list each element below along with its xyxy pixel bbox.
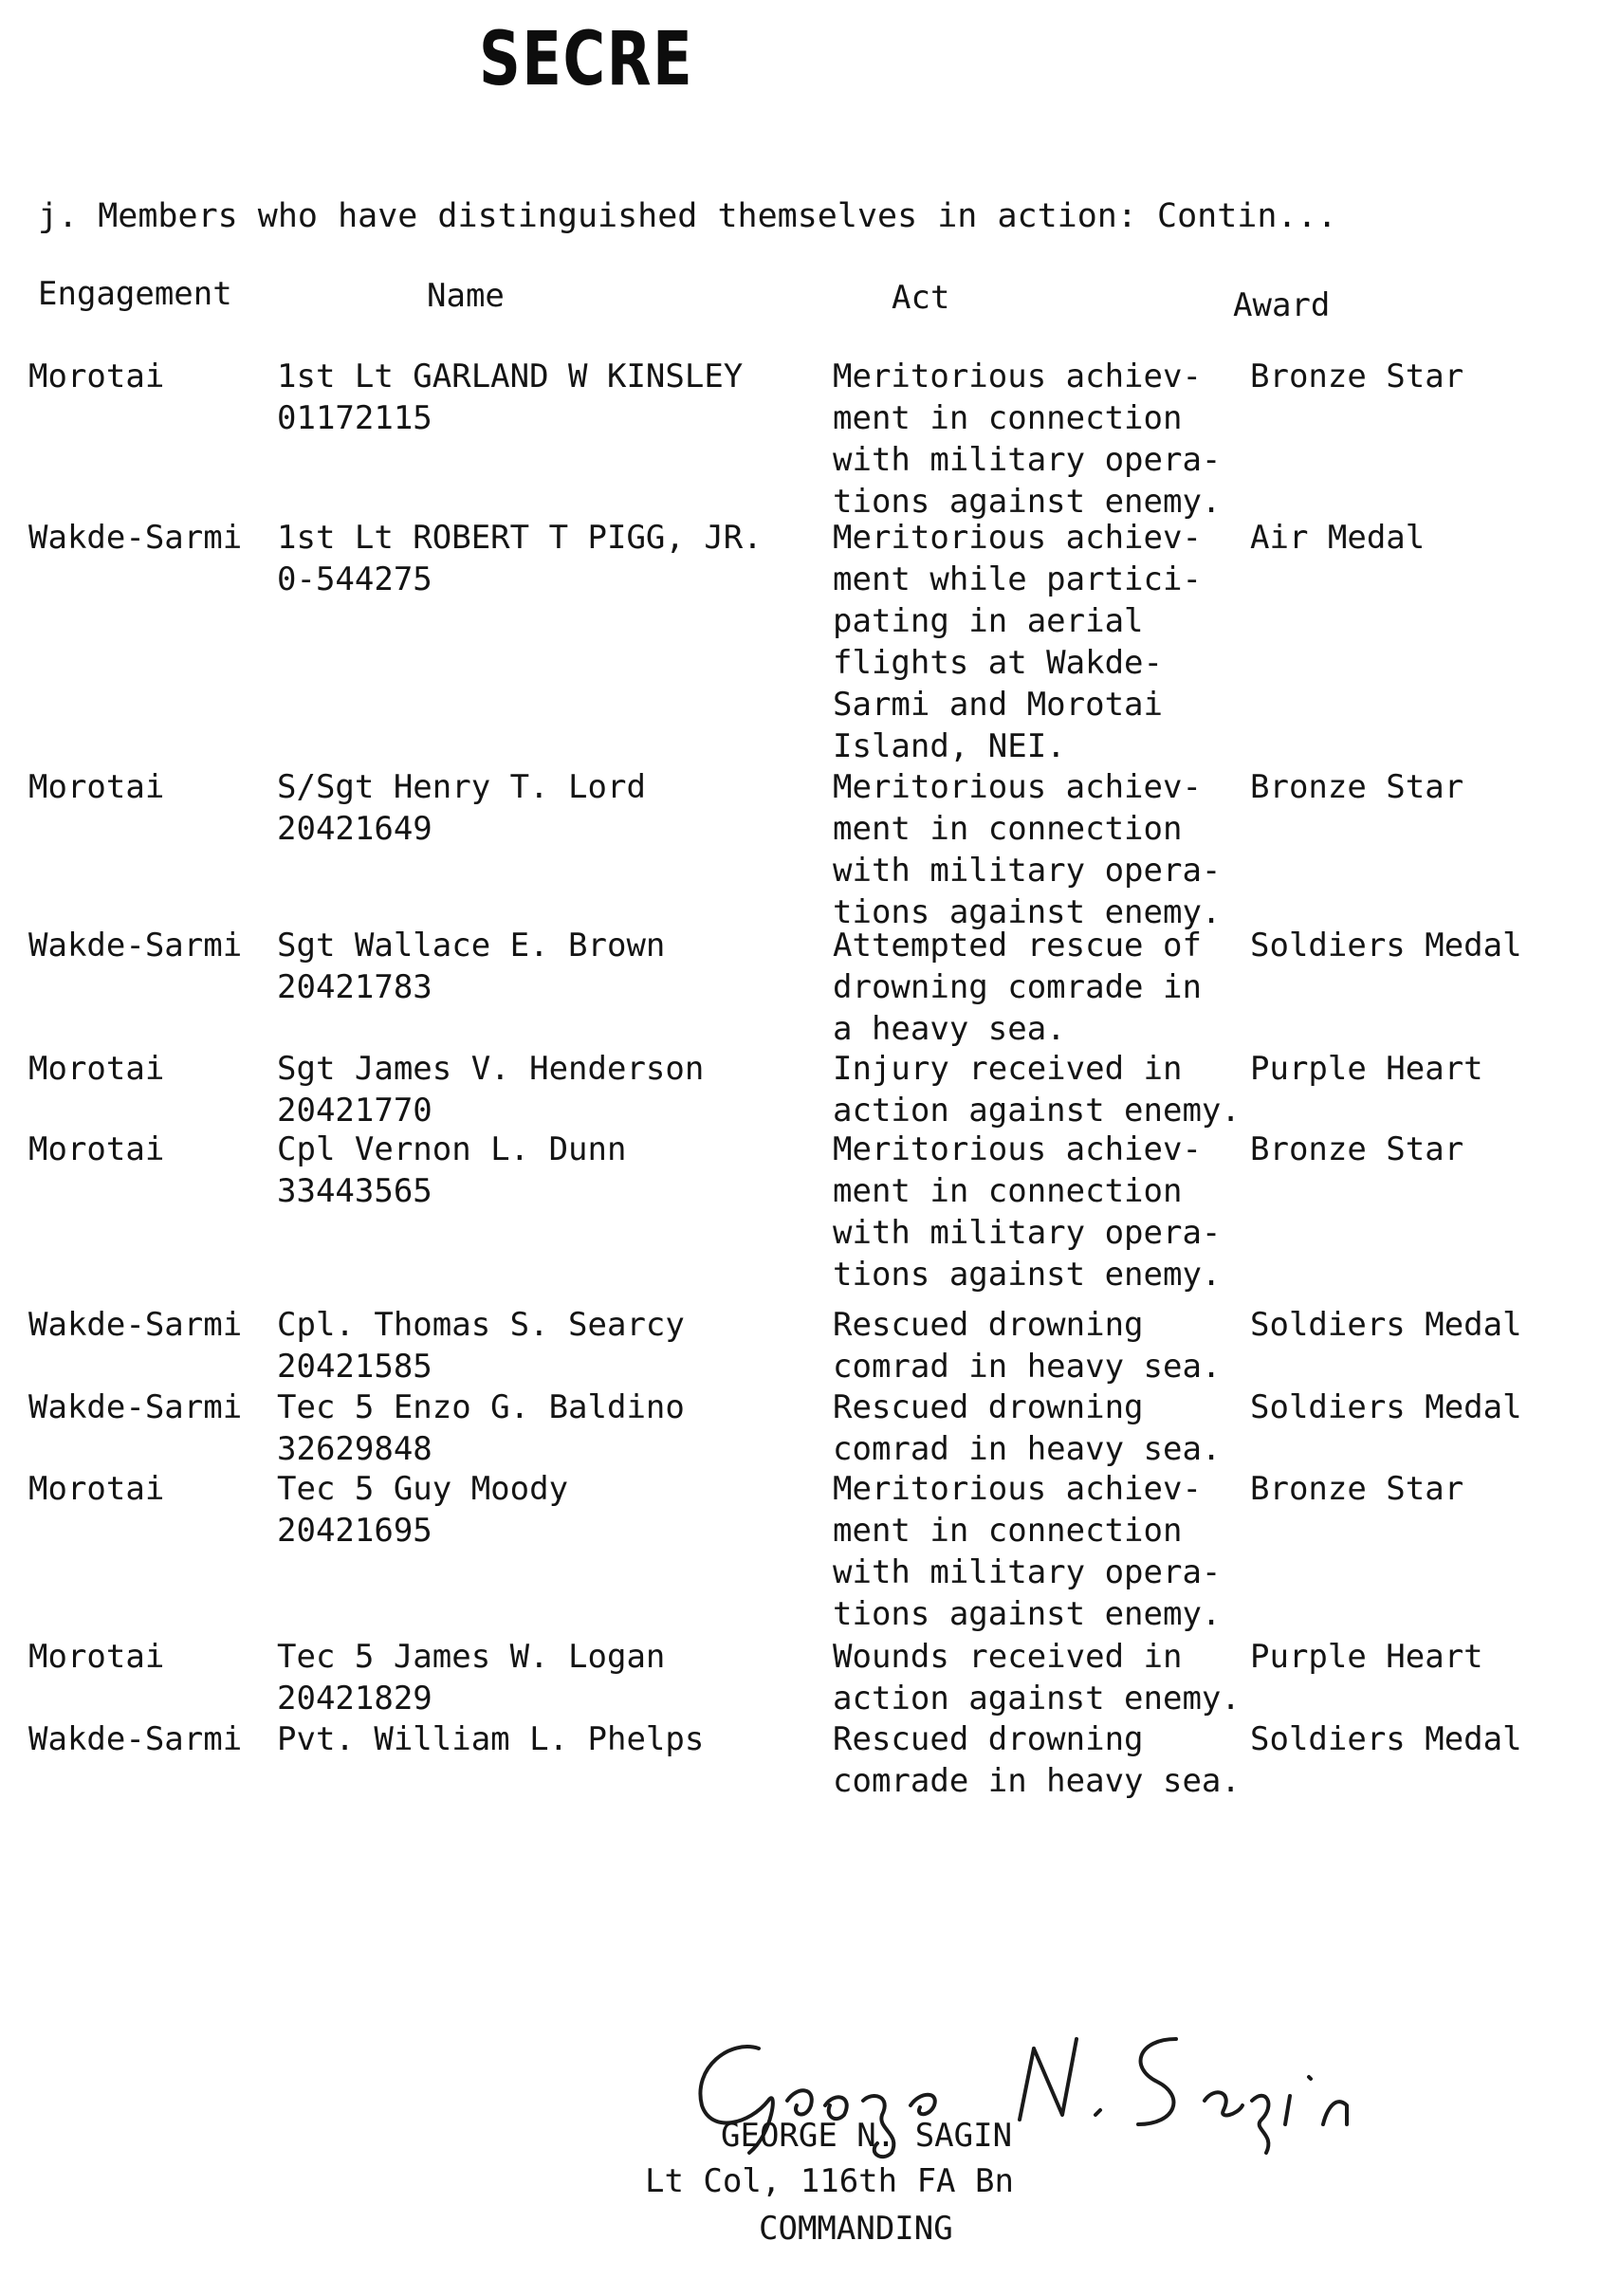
act-cell: Attempted rescue of drowning comrade in a heavy sea. (833, 927, 1202, 1048)
engagement-cell: Wakde-Sarmi (28, 519, 243, 557)
name-cell: Sgt Wallace E. Brown 20421783 (277, 927, 666, 1006)
engagement-cell: Wakde-Sarmi (28, 1306, 243, 1344)
award-cell: Bronze Star (1250, 1130, 1464, 1168)
section-intro: j. Members who have distinguished themselves in action: Contin... (38, 197, 1337, 235)
name-cell: Cpl Vernon L. Dunn 33443565 (277, 1130, 627, 1210)
header-engagement: Engagement (38, 275, 232, 313)
award-cell: Soldiers Medal (1250, 927, 1522, 964)
name-cell: Tec 5 James W. Logan 20421829 (277, 1638, 666, 1717)
act-cell: Meritorious achiev- ment in connection with military opera- tions against enemy. (833, 1470, 1222, 1633)
name-cell: Sgt James V. Henderson 20421770 (277, 1050, 705, 1130)
award-cell: Soldiers Medal (1250, 1306, 1522, 1344)
signature-block (645, 2011, 1404, 2286)
typed-signature-name: GEORGE N. SAGIN (721, 2117, 1013, 2155)
name-cell: 1st Lt GARLAND W KINSLEY 01172115 (277, 358, 744, 437)
name-cell: Tec 5 Guy Moody 20421695 (277, 1470, 569, 1550)
signer-title: COMMANDING (759, 2210, 953, 2248)
act-cell: Rescued drowning comrad in heavy sea. (833, 1306, 1222, 1386)
act-cell: Injury received in action against enemy. (833, 1050, 1241, 1130)
act-cell: Meritorious achiev- ment in connection with military opera- tions against enemy. (833, 1130, 1222, 1294)
engagement-cell: Morotai (28, 358, 165, 395)
secret-stamp: SECRE (479, 17, 694, 102)
award-cell: Bronze Star (1250, 358, 1464, 395)
name-cell: Tec 5 Enzo G. Baldino 32629848 (277, 1388, 685, 1468)
header-name: Name (427, 277, 505, 315)
act-cell: Wounds received in action against enemy. (833, 1638, 1241, 1717)
signer-rank: Lt Col, 116th FA Bn (645, 2162, 1014, 2200)
award-cell: Purple Heart (1250, 1050, 1483, 1088)
award-cell: Bronze Star (1250, 1470, 1464, 1508)
name-cell: Pvt. William L. Phelps (277, 1720, 705, 1758)
engagement-cell: Morotai (28, 1638, 165, 1676)
act-cell: Meritorious achiev- ment in connection with military opera- tions against enemy. (833, 358, 1222, 521)
act-cell: Rescued drowning comrade in heavy sea. (833, 1720, 1241, 1800)
act-cell: Meritorious achiev- ment in connection with military opera- tions against enemy. (833, 768, 1222, 931)
name-cell: S/Sgt Henry T. Lord 20421649 (277, 768, 646, 848)
engagement-cell: Morotai (28, 1470, 165, 1508)
engagement-cell: Wakde-Sarmi (28, 1388, 243, 1426)
award-cell: Soldiers Medal (1250, 1720, 1522, 1758)
engagement-cell: Wakde-Sarmi (28, 1720, 243, 1758)
act-cell: Rescued drowning comrad in heavy sea. (833, 1388, 1222, 1468)
engagement-cell: Morotai (28, 1130, 165, 1168)
act-cell: Meritorious achiev- ment while partici- pating in aerial flights at Wakde- Sarmi and Morotai Island, NEI. (833, 519, 1202, 765)
name-cell: Cpl. Thomas S. Searcy 20421585 (277, 1306, 685, 1386)
award-cell: Soldiers Medal (1250, 1388, 1522, 1426)
name-cell: 1st Lt ROBERT T PIGG, JR. 0-544275 (277, 519, 763, 598)
header-act: Act (892, 279, 950, 317)
award-cell: Air Medal (1250, 519, 1426, 557)
engagement-cell: Morotai (28, 768, 165, 806)
award-cell: Bronze Star (1250, 768, 1464, 806)
award-cell: Purple Heart (1250, 1638, 1483, 1676)
engagement-cell: Morotai (28, 1050, 165, 1088)
header-award: Award (1233, 286, 1331, 324)
engagement-cell: Wakde-Sarmi (28, 927, 243, 964)
